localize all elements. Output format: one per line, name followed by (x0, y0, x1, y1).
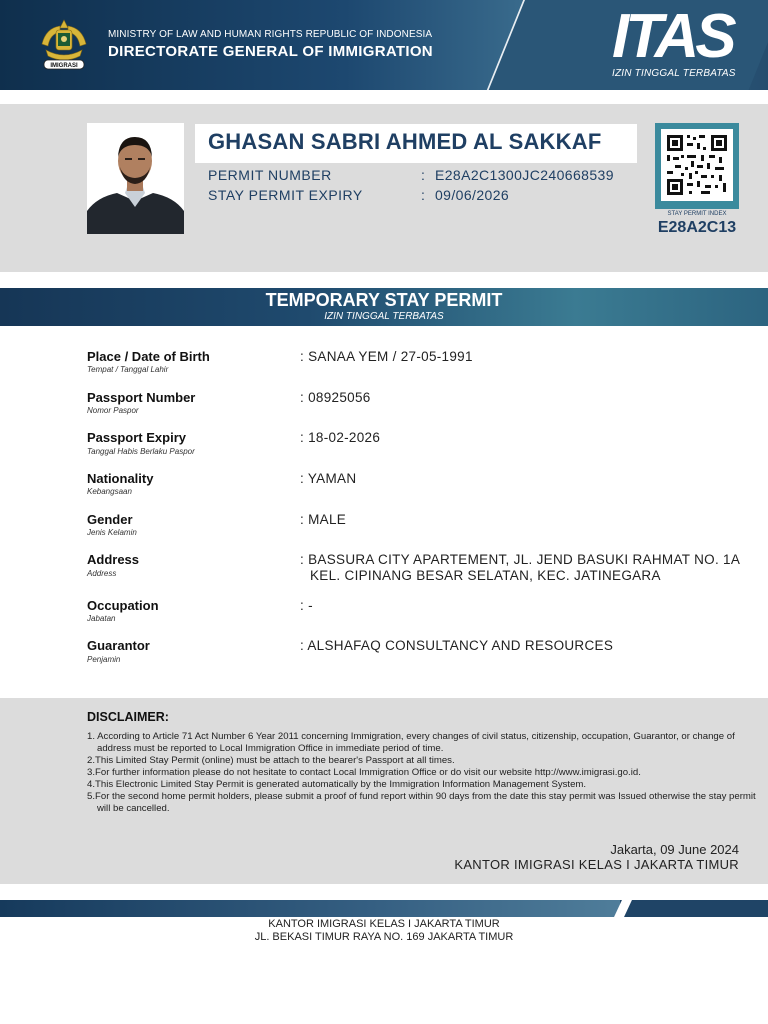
disclaimer-item: 2.This Limited Stay Permit (online) must be attach to the bearer's Passport at all times. (87, 755, 455, 766)
field-sub-guarantor: Penjamin (87, 655, 121, 664)
field-label-nationality: Nationality (87, 471, 154, 486)
disclaimer-item: 4.This Electronic Limited Stay Permit is generated automatically by the Immigration Information Management System. (87, 779, 587, 790)
issuing-office: KANTOR IMIGRASI KELAS I JAKARTA TIMUR (454, 857, 739, 872)
disclaimer-item: 5.For the second home permit holders, please submit a proof of fund report within 90 days from the date this stay permit was Issued otherwise the stay permit will be cancelled. (87, 791, 756, 814)
field-sub-passport-expiry: Tanggal Habis Berlaku Paspor (87, 447, 195, 456)
person-photo-icon (87, 123, 184, 234)
expiry-value: 09/06/2026 (435, 187, 510, 203)
field-value-passport-number: : 08925056 (300, 390, 371, 405)
field-sub-birth: Tempat / Tanggal Lahir (87, 365, 169, 374)
permit-number-value: E28A2C1300JC240668539 (435, 167, 614, 183)
holder-photo (87, 123, 184, 234)
permit-index-value: E28A2C13 (657, 219, 737, 236)
emblem-text: IMIGRASI (50, 63, 78, 69)
qr-code-icon (661, 129, 733, 201)
qr-code (661, 129, 733, 201)
footer-office-address: JL. BEKASI TIMUR RAYA NO. 169 JAKARTA TIMUR (254, 931, 514, 943)
holder-name: GHASAN SABRI AHMED AL SAKKAF (208, 129, 602, 154)
field-sub-occupation: Jabatan (87, 614, 116, 623)
field-sub-gender: Jenis Kelamin (87, 528, 137, 537)
field-label-passport-expiry: Passport Expiry (87, 430, 186, 445)
field-value-birth: : SANAA YEM / 27-05-1991 (300, 349, 473, 364)
itas-logo: ITAS (612, 2, 733, 71)
disclaimer-item: 3.For further information please do not hesitate to contact Local Immigration Office or do visit our website http://www.imigrasi.go.id. (87, 767, 641, 778)
document-subtitle: IZIN TINGGAL TERBATAS (324, 311, 444, 322)
field-value-nationality: : YAMAN (300, 471, 357, 486)
field-label-guarantor: Guarantor (87, 638, 150, 653)
expiry-colon: : (421, 187, 425, 203)
immigration-emblem-icon (32, 14, 96, 74)
field-label-address: Address (87, 552, 140, 567)
disclaimer-item: 1. According to Article 71 Act Number 6 Year 2011 concerning Immigration, every changes of civil status, citizenship, occupation, Guarantor, or change of address must be reported to Local Immigration Office in immediate period of time. (87, 731, 735, 754)
field-value-gender: : MALE (300, 512, 347, 527)
directorate-name: DIRECTORATE GENERAL OF IMMIGRATION (108, 43, 433, 60)
ministry-name: MINISTRY OF LAW AND HUMAN RIGHTS REPUBLIC OF INDONESIA (108, 29, 433, 40)
expiry-label: STAY PERMIT EXPIRY (208, 187, 363, 203)
permit-index-label: STAY PERMIT INDEX (667, 211, 727, 217)
field-label-birth: Place / Date of Birth (87, 349, 210, 364)
field-value-occupation: : - (300, 598, 313, 613)
field-value-address: : BASSURA CITY APARTEMENT, JL. JEND BASUKI RAHMAT NO. 1A (300, 552, 741, 567)
disclaimer-title: DISCLAIMER: (87, 710, 169, 724)
field-value-guarantor: : ALSHAFAQ CONSULTANCY AND RESOURCES (300, 638, 614, 653)
field-sub-passport-number: Nomor Paspor (87, 406, 139, 415)
permit-number-label: PERMIT NUMBER (208, 167, 332, 183)
disclaimer-list (87, 731, 759, 815)
footer-office-name: KANTOR IMIGRASI KELAS I JAKARTA TIMUR (268, 918, 500, 930)
field-label-gender: Gender (87, 512, 133, 527)
field-label-passport-number: Passport Number (87, 390, 196, 405)
issue-date: Jakarta, 09 June 2024 (610, 842, 739, 857)
field-sub-address: Address (87, 569, 117, 578)
document-title: TEMPORARY STAY PERMIT (265, 290, 503, 310)
footer-bar-gradient (0, 900, 620, 917)
field-value-passport-expiry: : 18-02-2026 (300, 430, 381, 445)
permit-number-colon: : (421, 167, 425, 183)
field-label-occupation: Occupation (87, 598, 159, 613)
itas-logo-subtitle: IZIN TINGGAL TERBATAS (612, 68, 736, 79)
field-value-address-line2: KEL. CIPINANG BESAR SELATAN, KEC. JATINEGARA (310, 568, 661, 583)
field-sub-nationality: Kebangsaan (87, 487, 132, 496)
